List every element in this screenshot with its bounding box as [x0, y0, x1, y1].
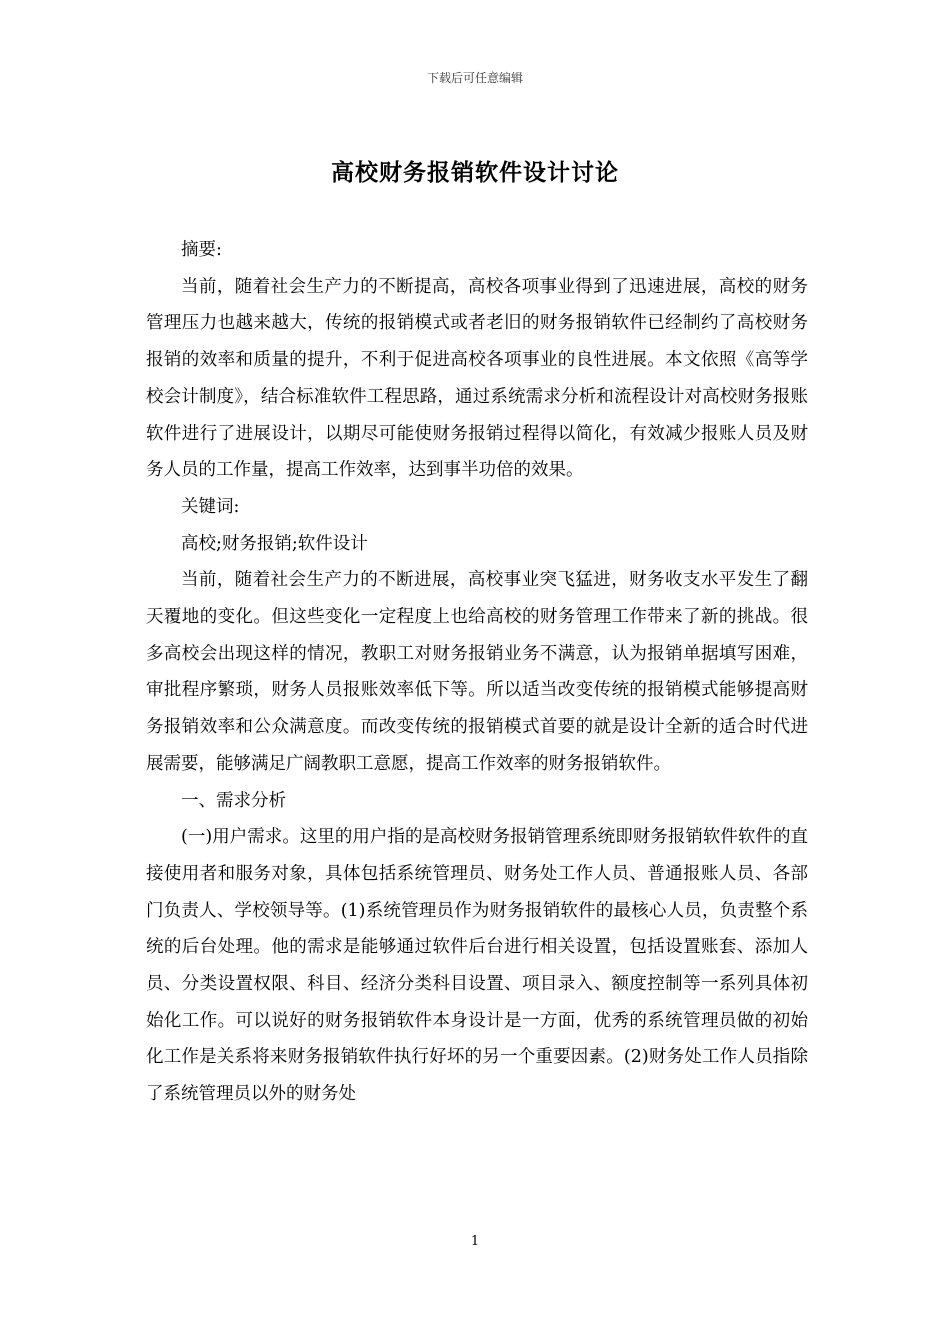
section-heading-requirements: 一、需求分析 [181, 790, 286, 811]
header-note: 下载后可任意编辑 [426, 71, 523, 85]
abstract-paragraph: 当前，随着社会生产力的不断提高，高校各项事业得到了迅速进展，高校的财务管理压力也越来越大，传统的报销模式或者老旧的财务报销软件已经制约了高校财务报销的效率和质量的提升，不利于促进高校各项事业的良性进展。本文依照《高等学校会计制度》，结合标准软件工程思路，通过系统需求分析和流程设计对高校财务报账软件进行了进展设计，以期尽可能使财务报销过程得以简化，有效减少报账人员及财务人员的工作量，提高工作效率，达到事半功倍的效果。 [146, 276, 808, 481]
user-requirements-paragraph: (一)用户需求。这里的用户指的是高校财务报销管理系统即财务报销软件软件的直接使用者和服务对象，具体包括系统管理员、财务处工作人员、普通报账人员、各部门负责人、学校领导等。(1)系统管理员作为财务报销软件的最核心人员，负责整个系统的后台处理。他的需求是能够通过软件后台进行相关设置，包括设置账套、添加人员、分类设置权限、科目、经济分类科目设置、项目录入、额度控制等一系列具体初始化工作。可以说好的财务报销软件本身设计是一方面，优秀的系统管理员做的初始化工作是关系将来财务报销软件执行好坏的另一个重要因素。(2)财务处工作人员指除了系统管理员以外的财务处 [146, 827, 808, 1105]
document-title: 高校财务报销软件设计讨论 [331, 159, 619, 186]
intro-paragraph: 当前，随着社会生产力的不断进展，高校事业突飞猛进，财务收支水平发生了翻天覆地的变化。但这些变化一定程度上也给高校的财务管理工作带来了新的挑战。很多高校会出现这样的情况，教职工对财务报销业务不满意，认为报销单据填写困难，审批程序繁琐，财务人员报账效率低下等。所以适当改变传统的报销模式能够提高财务报销效率和公众满意度。而改变传统的报销模式首要的就是设计全新的适合时代进展需要，能够满足广阔教职工意愿，提高工作效率的财务报销软件。 [146, 570, 808, 774]
keywords-heading: 关键词: [181, 496, 240, 517]
document-body [146, 232, 808, 1113]
page-number: 1 [470, 1234, 480, 1249]
abstract-heading: 摘要: [181, 240, 222, 260]
keywords-list: 高校;财务报销;软件设计 [181, 533, 368, 554]
